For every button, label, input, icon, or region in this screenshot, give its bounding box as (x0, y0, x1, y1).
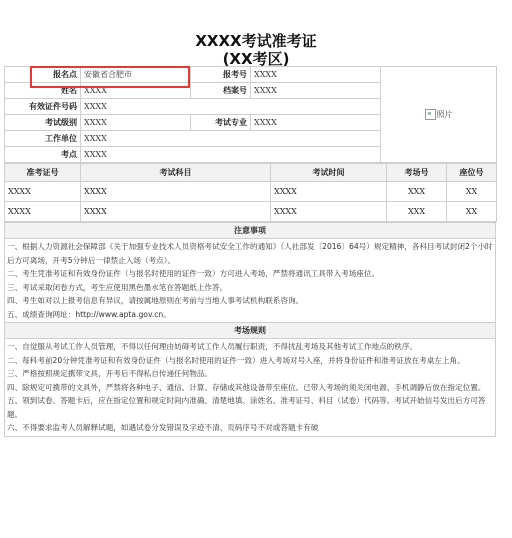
col-room: 考场号 (387, 164, 447, 182)
file-label: 档案号 (191, 83, 251, 99)
col-seat: 座位号 (447, 164, 497, 182)
name-label: 姓名 (5, 83, 81, 99)
rules-heading: 考场规则 (5, 323, 496, 339)
ticket-no-cell: XXXX (5, 202, 81, 222)
notes-heading: 注意事项 (5, 223, 496, 239)
subject-cell: XXXX (81, 202, 271, 222)
rule-item: 五、领到试卷、答题卡后，应在指定位置和规定时间内准确、清楚地填、涂姓名、准考证号、科目（试卷）代码等。考试开始信号发出后方可答题。 (7, 396, 486, 419)
level-value: XXXX (81, 115, 191, 131)
list-item (5, 239, 496, 323)
table-row (5, 182, 497, 202)
file-value: XXXX (251, 83, 381, 99)
seat-cell: XX (447, 182, 497, 202)
rule-item: 一、自觉服从考试工作人员管理，不得以任何理由妨碍考试工作人员履行职责，不得扰乱考场及其他考试工作地点的秩序。 (7, 342, 418, 351)
org-label: 工作单位 (5, 131, 81, 147)
note-item: 二、考生凭准考证和有效身份证件（与报名时使用的证件一致）方可进入考场，严禁将通讯工具带入考场座位。 (7, 269, 380, 278)
page-subtitle: (XX考区) (222, 50, 290, 68)
info-table (4, 66, 497, 163)
schedule-table (4, 163, 497, 222)
venue-label: 考点 (5, 147, 81, 163)
time-cell: XXXX (271, 182, 387, 202)
rule-item: 四、除规定可携带的文具外，严禁将各种电子、通信、计算、存储或其他设备带至座位。已带入考场的须关闭电源、手机调静后放在指定位置。 (7, 382, 486, 392)
site-value: 安徽省合肥市 (81, 67, 191, 83)
major-label: 考试专业 (191, 115, 251, 131)
room-cell: XXX (387, 202, 447, 222)
room-cell: XXX (387, 182, 447, 202)
list-item (5, 339, 496, 437)
col-time: 考试时间 (271, 164, 387, 182)
table-row (5, 202, 497, 222)
broken-image-icon (425, 109, 436, 120)
rule-item: 六、不得要求监考人员解释试题，如遇试卷分发错误及字迹不清、页码序号不对或答题卡有破 (7, 423, 319, 432)
id-label: 有效证件号码 (5, 99, 81, 115)
seat-cell: XX (447, 202, 497, 222)
col-subject: 考试科目 (81, 164, 271, 182)
major-value: XXXX (251, 115, 381, 131)
note-item: 三、考试采取闭卷方式，考生应使用黑色墨水笔在答题纸上作答。 (7, 282, 228, 292)
note-item: 四、考生如对以上报考信息有异议，请按属地原则在考前与当地人事考试机构联系咨询。 (7, 296, 304, 305)
note-item: 一、根据人力资源社会保障部《关于加强专业技术人员资格考试安全工作的通知》（人社部发〔2016〕64号）规定精神，各科目考试封闭2个小时后方可离场，开考5分钟后一律禁止入场（考点）。 (7, 242, 493, 265)
photo-text: 照片 (436, 109, 453, 119)
org-value: XXXX (81, 131, 381, 147)
level-label: 考试级别 (5, 115, 81, 131)
site-label: 报名点 (5, 67, 81, 83)
ticket-no-cell: XXXX (5, 182, 81, 202)
subject-cell: XXXX (81, 182, 271, 202)
photo-cell (381, 67, 497, 163)
regno-label: 报考号 (191, 67, 251, 83)
id-value: XXXX (81, 99, 381, 115)
note-item: 五、成绩查询网址：http://www.apta.gov.cn。 (7, 309, 171, 319)
name-value: XXXX (81, 83, 191, 99)
rule-item: 二、每科考前20分钟凭准考证和有效身份证件（与报名时使用的证件一致）进入考场对号入座，并将身份证件和准考证放在考桌左上角。 (7, 355, 465, 365)
page-title: XXXX考试准考证 (195, 32, 317, 50)
regno-value: XXXX (251, 67, 381, 83)
admission-ticket (4, 66, 496, 437)
venue-value: XXXX (81, 147, 381, 163)
time-cell: XXXX (271, 202, 387, 222)
rule-item: 三、严格按照规定携带文具，开考后不得私自传递任何物品。 (7, 369, 213, 378)
notes-table (4, 222, 496, 437)
col-ticket-no: 准考证号 (5, 164, 81, 182)
